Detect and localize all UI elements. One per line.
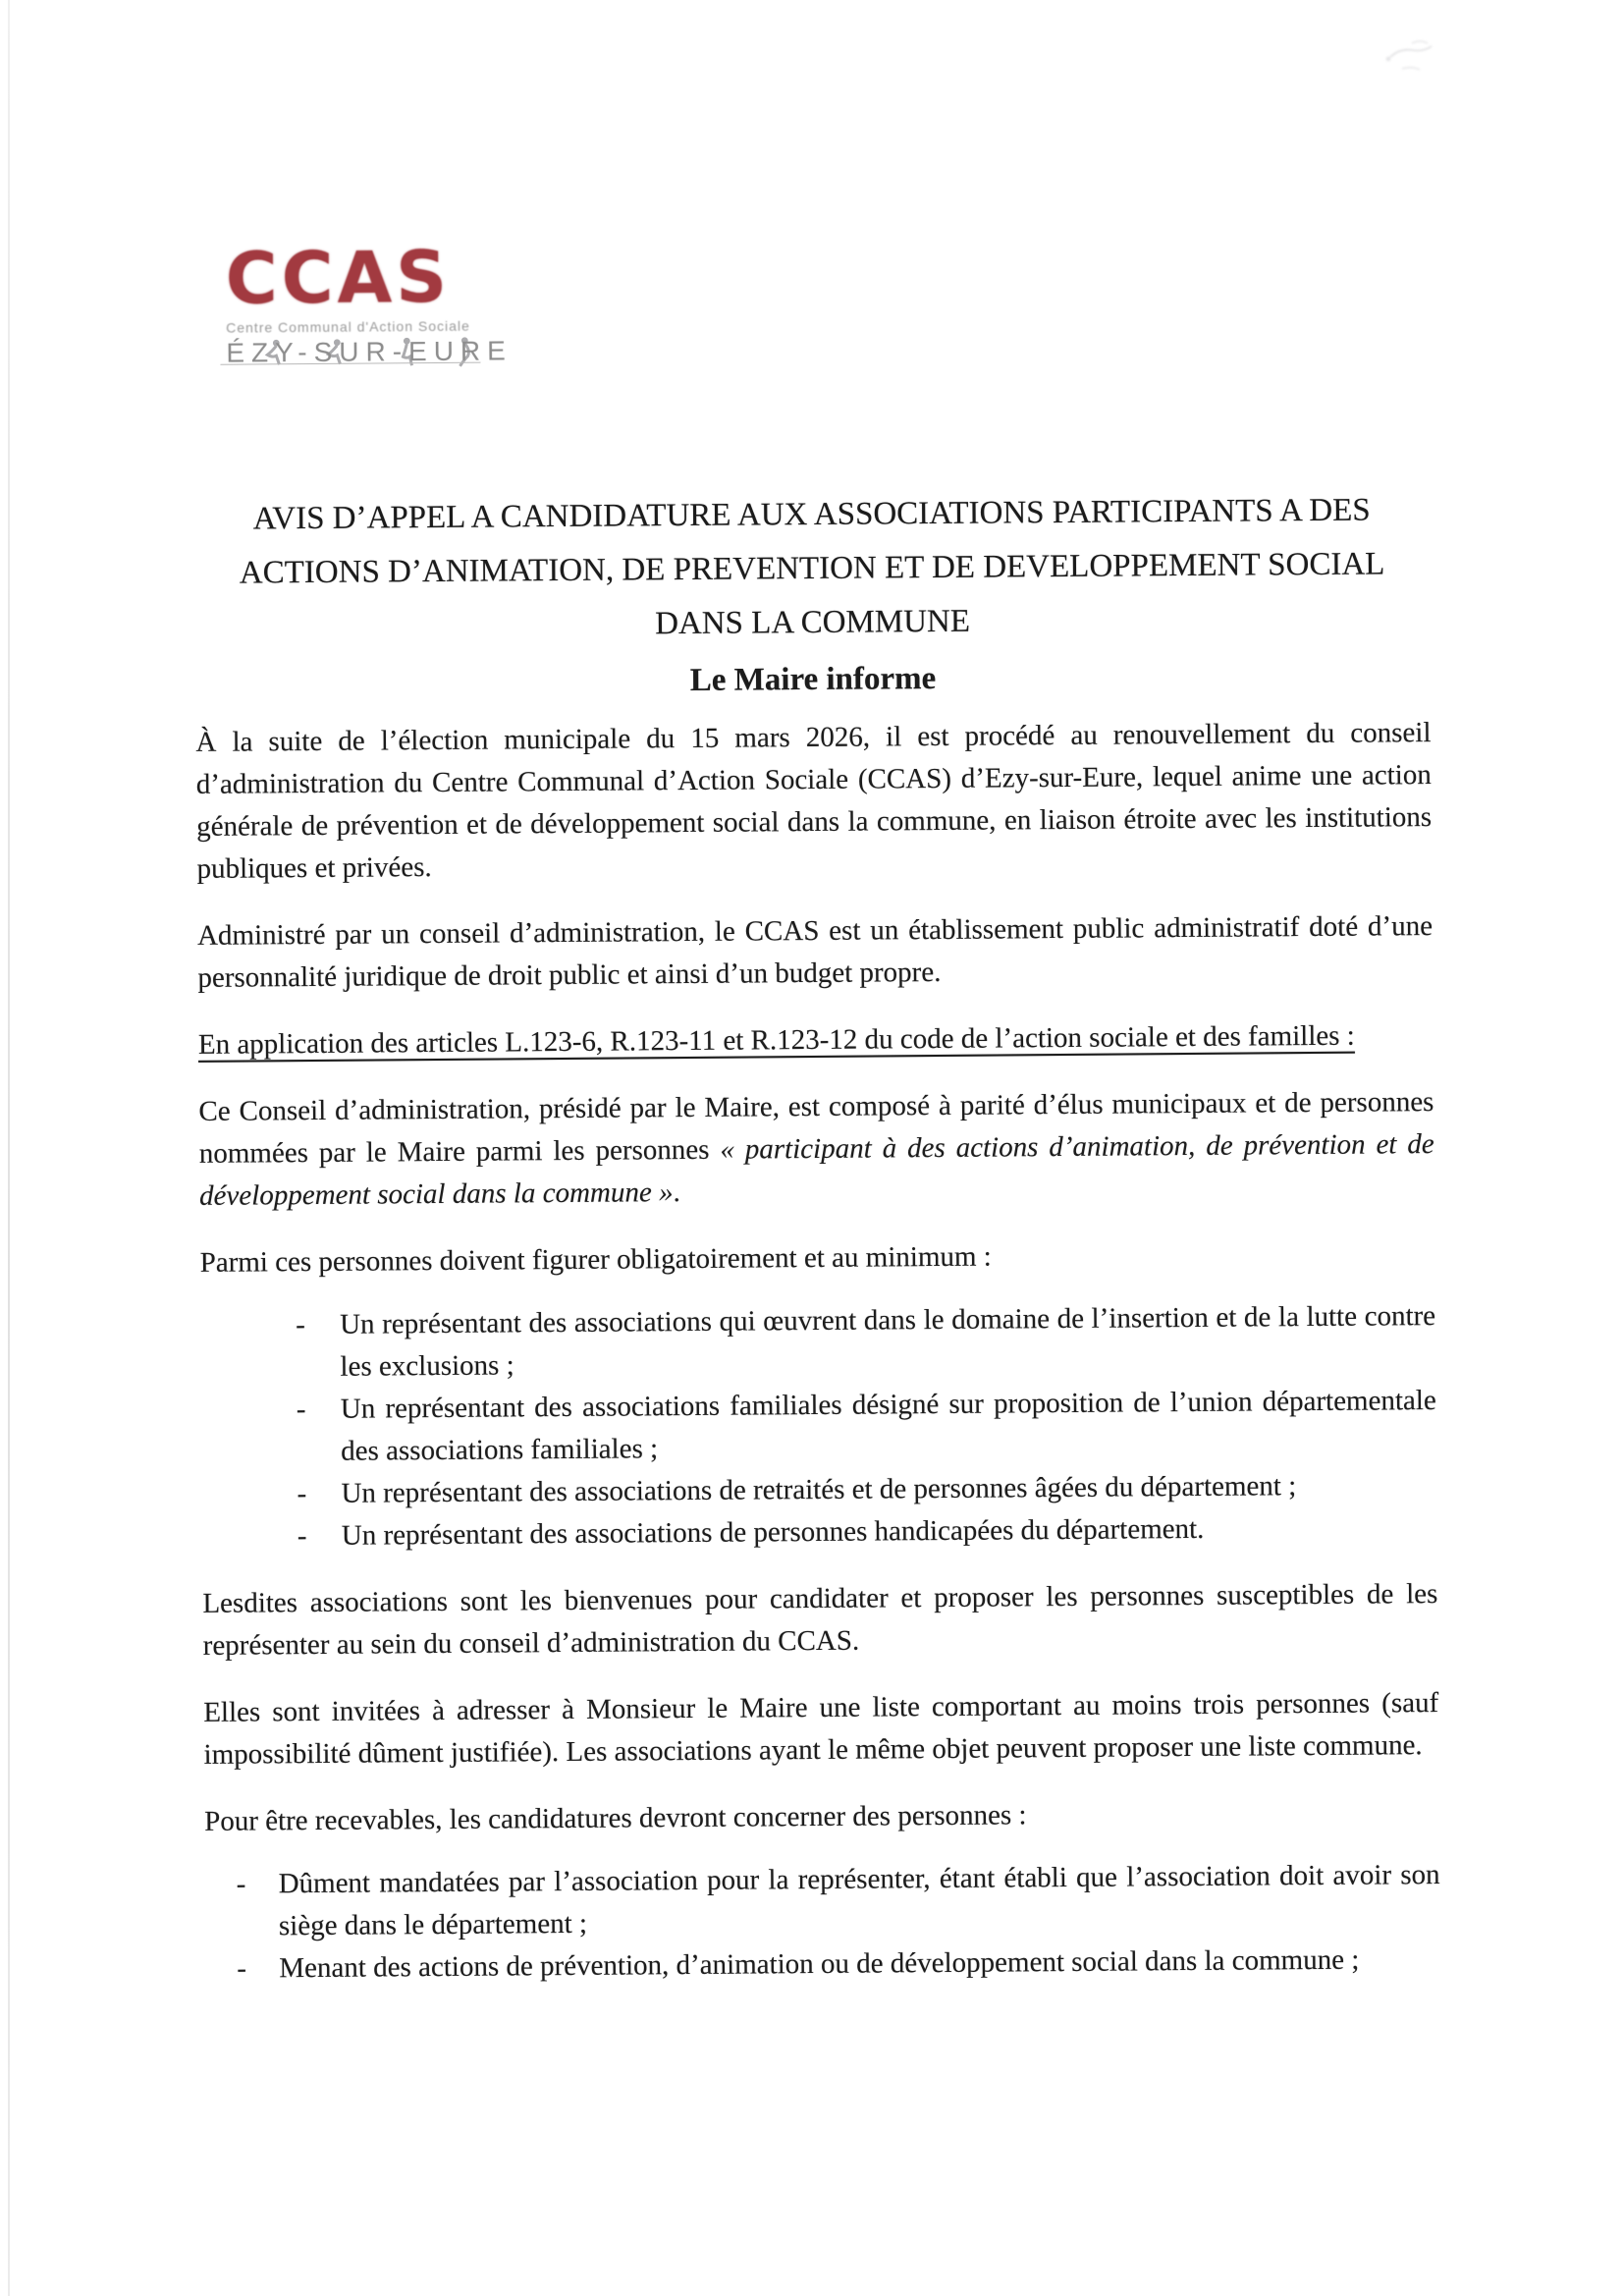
paragraph — [202, 1573, 1438, 1667]
logo-caption: Centre Communal d'Action Sociale — [226, 317, 470, 336]
document-title — [193, 483, 1430, 655]
dash-bullet: - — [297, 1478, 307, 1510]
title-line-3: DANS LA COMMUNE — [654, 603, 971, 642]
dash-bullet: - — [297, 1520, 307, 1553]
paragraph-text: Administré par un conseil d’administration, le CCAS est un établissement public administratif doté d’une personnalité juridique de droit public et ainsi d’un budget propre. — [196, 910, 1434, 994]
italic-quotation: « participant à des actions d’animation, de prévention et de développement social dans la commune » — [198, 1128, 1434, 1212]
list-item-text: Un représentant des associations de retraités et de personnes âgées du département ; — [341, 1470, 1297, 1509]
dash-bullet: - — [237, 1952, 247, 1985]
list-item — [201, 1380, 1437, 1474]
title-line-1: AVIS D’APPEL A CANDIDATURE AUX ASSOCIATIONS PARTICIPANTS A DES — [252, 492, 1371, 537]
list-item — [204, 1854, 1440, 1948]
paragraph — [203, 1682, 1439, 1777]
paragraph-text: Pour être recevables, les candidatures devront concerner des personnes : — [203, 1799, 1027, 1837]
list-item-text: Dûment mandatées par l’association pour la représenter, étant établi que l’association doit avoir son siège dans le département ; — [278, 1859, 1440, 1942]
ccas-logo-wordmark: CCAS — [225, 235, 452, 320]
paragraph-text: En application des articles L.123-6, R.123-11 et R.123-12 du code de l’action sociale et des familles : — [197, 1019, 1355, 1061]
paragraph-text: Lesdites associations sont les bienvenues pour candidater et proposer les personnes susceptibles de les représenter au sein du conseil d’administration du CCAS. — [202, 1578, 1438, 1662]
document-body — [195, 712, 1440, 1991]
ccas-logo — [225, 235, 513, 369]
paragraph — [198, 1081, 1434, 1218]
dash-bullet: - — [236, 1868, 246, 1900]
list-item-text: Un représentant des associations familiales désigné sur proposition de l’union départementale des associations familiales ; — [340, 1385, 1436, 1467]
logo-city: ÉZY-SUR-EURE — [226, 335, 513, 368]
bullet-list — [200, 1295, 1437, 1558]
list-item-text: Un représentant des associations qui œuvrent dans le domaine de l’insertion et de la lutte contre les exclusions ; — [340, 1300, 1436, 1383]
list-item — [205, 1939, 1440, 1991]
paragraph-text: Parmi ces personnes doivent figurer obligatoirement et au minimum : — [199, 1240, 992, 1279]
dash-bullet: - — [296, 1309, 305, 1341]
paragraph — [195, 712, 1432, 891]
paragraph-text: Ce Conseil d’administration, présidé par le Maire, est composé à parité d’élus municipaux et de personnes nommées par le Maire parmi les personnes — [198, 1086, 1434, 1170]
subtitle-le-maire-informe: Le Maire informe — [689, 661, 937, 698]
list-item — [202, 1506, 1437, 1558]
paragraph — [198, 1014, 1434, 1066]
paragraph-text: Elles sont invitées à adresser à Monsieur le Maire une liste comportant au moins trois personnes (sauf impossibilité dûment justifiée). Les associations ayant le même objet peuvent proposer une liste commune. — [203, 1687, 1439, 1771]
paragraph — [197, 905, 1434, 1000]
bullet-list — [204, 1854, 1440, 1991]
title-line-2: ACTIONS D’ANIMATION, DE PREVENTION ET DE DEVELOPPEMENT SOCIAL — [239, 546, 1385, 591]
paragraph-text: À la suite de l’élection municipale du 15 mars 2026, il est procédé au renouvellement du conseil d’administration du Centre Communal d’Action Sociale (CCAS) d’Ezy-sur-Eure, lequel anime une action générale de prévention et de développement social dans la commune, en liaison étroite avec les institutions publiques et privées. — [195, 717, 1433, 885]
list-item-text: Un représentant des associations de personnes handicapées du département. — [341, 1512, 1205, 1552]
paragraph-text: . — [673, 1176, 680, 1209]
paragraph — [204, 1791, 1439, 1843]
list-item-text: Menant des actions de prévention, d’animation ou de développement social dans la commune ; — [279, 1943, 1360, 1985]
dash-bullet: - — [296, 1394, 306, 1426]
paragraph — [199, 1232, 1434, 1285]
list-item — [200, 1295, 1436, 1390]
